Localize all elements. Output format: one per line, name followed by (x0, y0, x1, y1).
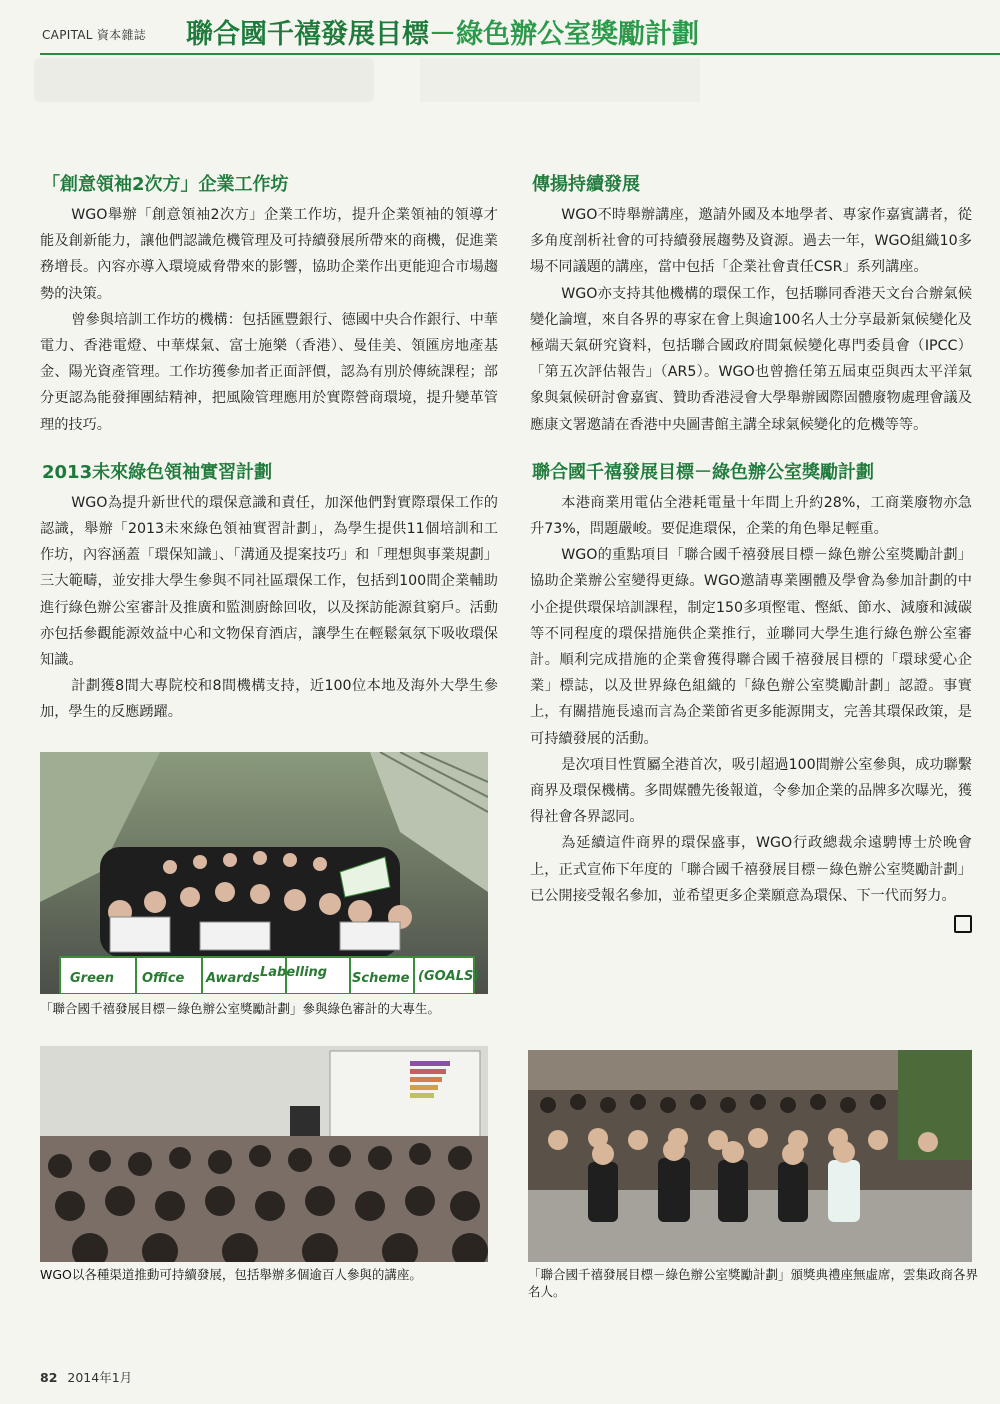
issue-date: 2014年1月 (67, 1370, 133, 1385)
paragraph: 是次項目性質屬全港首次，吸引超過100間辦公室參與，成功聯繫商界及環保機構。多間媒體先後報道，令參加企業的品牌多次曝光，獲得社會各界認同。 (530, 756, 972, 826)
page-number: 82 (40, 1370, 58, 1385)
paragraph (530, 830, 972, 909)
section-goals (530, 458, 972, 909)
section-green-leaders-internship (40, 458, 498, 726)
seminar-photo (40, 1046, 488, 1262)
faded-background-print (34, 58, 374, 102)
banner-word: Green (70, 971, 114, 986)
end-of-article-icon (954, 915, 972, 933)
banner-word: Awards (206, 971, 260, 986)
ceremony-photo-caption: 「聯合國千禧發展目標－綠色辦公室獎勵計劃」頒獎典禮座無虛席，雲集政商各界名人。 (528, 1267, 979, 1299)
right-column (530, 170, 972, 933)
section-title: 2013未來綠色領袖實習計劃 (42, 461, 273, 483)
paragraph: 計劃獲8間大專院校和8間機構支持，近100位本地及海外大學生參加，學生的反應踴躍。 (40, 678, 498, 721)
left-column (40, 170, 498, 726)
page-header (0, 0, 1000, 62)
section-title: 聯合國千禧發展目標－綠色辦公室獎勵計劃 (532, 461, 874, 483)
students-photo-image (40, 752, 488, 994)
banner-word: Labelling (260, 965, 328, 980)
page-title (186, 12, 699, 51)
banner-word: Office (142, 971, 185, 986)
paragraph: WGO亦支持其他機構的環保工作，包括聯同香港天文台合辦氣候變化論壇，來自各界的專家在會上與逾100名人士分享最新氣候變化及極端天氣研究資料，包括聯合國政府間氣候變化專門委員會（IPCC）「第五次評估報告」（AR5）。WGO也曾擔任第五屆東亞與西太平洋氣象與氣候研討會嘉賓、贊助香港浸會大學舉辦國際固體廢物處理會議及應康文署邀請在香港中央圖書館主講全球氣候變化的危機等等。 (530, 285, 972, 433)
students-photo (40, 752, 488, 994)
banner-word: (GOALS) (418, 969, 480, 984)
ceremony-photo (528, 1050, 972, 1262)
paragraph: WGO為提升新世代的環保意識和責任，加深他們對實際環保工作的認識，舉辦「2013未來綠色領袖實習計劃」，為學生提供11個培訓和工作坊，內容涵蓋「環保知識」、「溝通及提案技巧」和「理想與事業規劃」三大範疇，並安排大學生參與不同社區環保工作，包括到100間企業輔助進行綠色辦公室審計及推廣和監測廚餘回收，以及探訪能源貧窮戶。活動亦包括參觀能源效益中心和文物保育酒店，讓學生在輕鬆氣氛下吸收環保知識。 (40, 494, 498, 669)
ceremony-photo-image (528, 1050, 972, 1262)
paragraph: WGO不時舉辦講座，邀請外國及本地學者、專家作嘉賓講者，從多角度剖析社會的可持續發展趨勢及資源。過去一年，WGO組織10多場不同議題的講座，當中包括「企業社會責任CSR」系列講座。 (530, 207, 972, 276)
students-photo-caption: 「聯合國千禧發展目標－綠色辦公室獎勵計劃」參與綠色審計的大專生。 (40, 1001, 441, 1016)
paragraph: 本港商業用電佔全港耗電量十年間上升約28%，工商業廢物亦急升73%，問題嚴峻。要促進環保，企業的角色舉足輕重。 (530, 494, 972, 538)
section-sustainability (530, 170, 972, 438)
faded-background-print (420, 58, 700, 102)
banner-word: Scheme (352, 971, 410, 986)
seminar-photo-caption: WGO以各種渠道推動可持續發展，包括舉辦多個逾百人參與的講座。 (40, 1267, 422, 1282)
page-title-sub: 綠色辦公室獎勵計劃 (456, 19, 699, 50)
section-title: 傳揚持續發展 (532, 174, 640, 195)
page-title-dash: － (429, 19, 456, 50)
seminar-photo-image (40, 1046, 488, 1262)
paragraph-text: 為延續這件商界的環保盛事，WGO行政總裁余遠騁博士於晚會上，正式宣佈下年度的「聯合國千禧發展目標－綠色辦公室獎勵計劃」已公開接受報名參加，並希望更多企業願意為環保、下一代而努力。 (530, 835, 972, 904)
paragraph: WGO舉辦「創意領袖2次方」企業工作坊，提升企業領袖的領導才能及創新能力，讓他們認識危機管理及可持續發展所帶來的商機，促進業務增長。內容亦導入環境威脅帶來的影響，協助企業作出更能迎合市場趨勢的決策。 (40, 207, 498, 302)
section-title: 「創意領袖2次方」企業工作坊 (42, 174, 289, 195)
paragraph: WGO的重點項目「聯合國千禧發展目標－綠色辦公室獎勵計劃」協助企業辦公室變得更綠。WGO邀請專業團體及學會為參加計劃的中小企提供環保培訓課程，制定150多項慳電、慳紙、節水、減廢和減碳等不同程度的環保措施供企業推行，並聯同大學生進行綠色辦公室審計。順利完成措施的企業會獲得聯合國千禧發展目標的「環球愛心企業」標誌，以及世界綠色組織的「綠色辦公室獎勵計劃」認證。事實上，有關措施長遠而言為企業節省更多能源開支，完善其環保政策，是可持續發展的活動。 (530, 547, 972, 747)
page-footer (40, 1368, 132, 1386)
page-title-main: 聯合國千禧發展目標 (186, 19, 429, 50)
magazine-name: CAPITAL 資本雜誌 (42, 28, 147, 42)
paragraph: 曾參與培訓工作坊的機構：包括匯豐銀行、德國中央合作銀行、中華電力、香港電燈、中華煤氣、富士施樂（香港）、曼佳美、領匯房地產基金、陽光資產管理。工作坊獲參加者正面評價，認為有別於傳統課程；部分更認為能發揮團結精神，把風險管理應用於實際營商環境，提升變革管理的技巧。 (40, 311, 498, 433)
header-rule (40, 53, 1000, 55)
section-creative-leaders (40, 170, 498, 438)
